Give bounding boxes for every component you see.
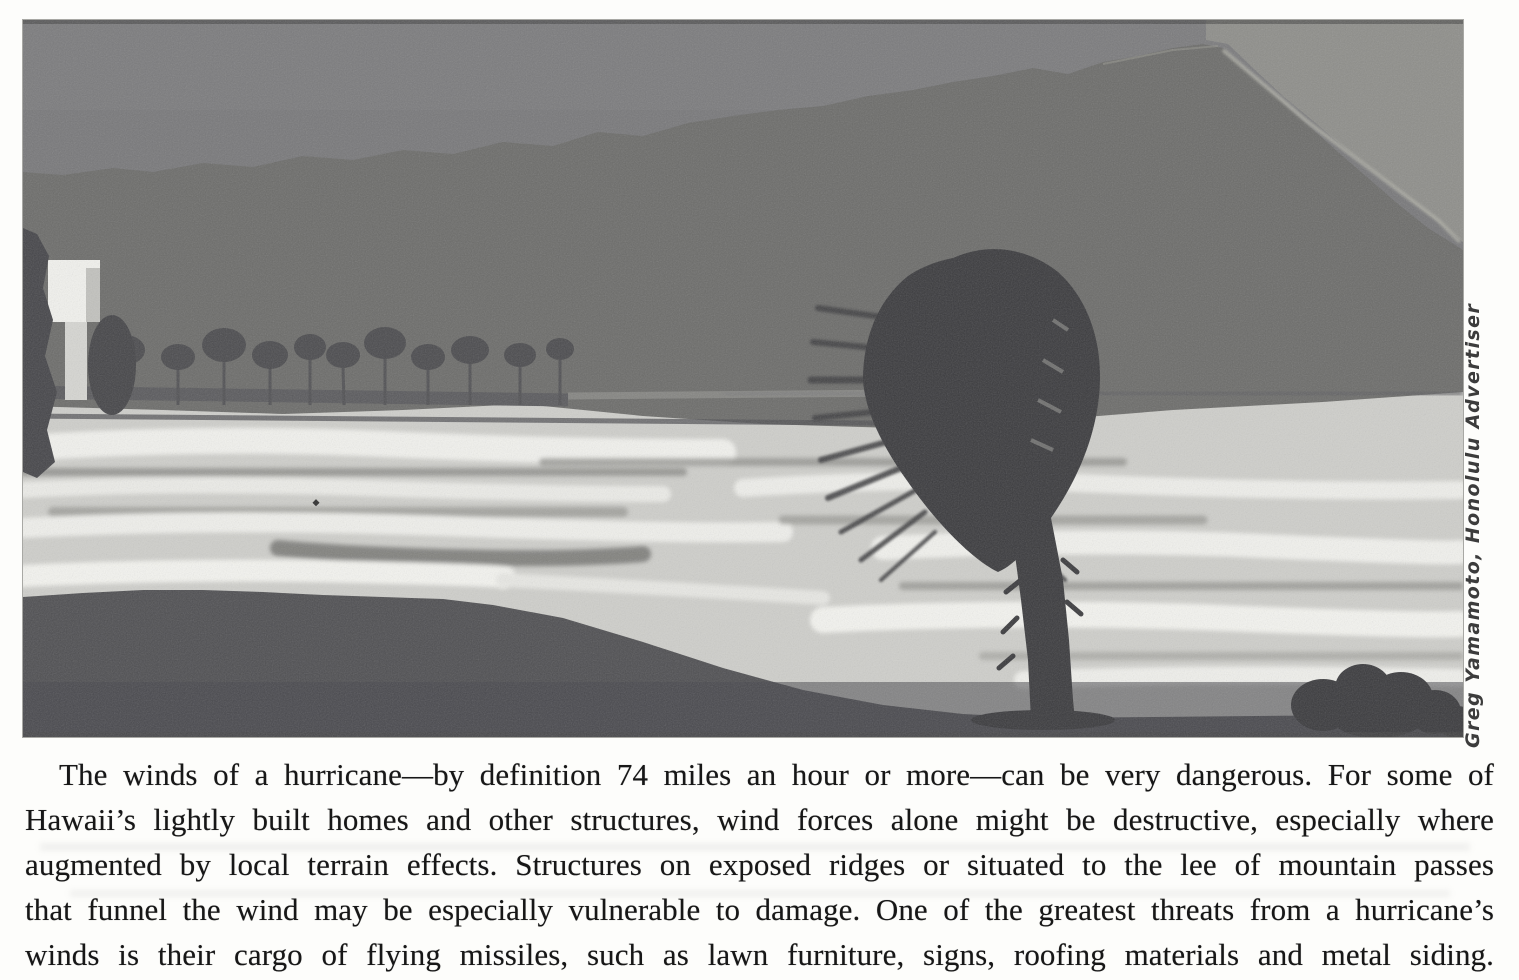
photo-credit: Greg Yamamoto, Honolulu Advertiser (1462, 302, 1484, 748)
caption-line: augmented by local terrain effects. Structures on exposed ridges or situated to the lee of mountain passes (25, 847, 1494, 882)
caption-paragraph (25, 752, 1494, 977)
hurricane-photo (23, 20, 1463, 737)
hurricane-photo-illustration (23, 20, 1463, 737)
caption-line: The winds of a hurricane—by definition 74 miles an hour or more—can be very dangerous. For some of (59, 757, 1494, 792)
halftone-grain (23, 20, 1463, 737)
caption-line: winds is their cargo of flying missiles, such as lawn furniture, signs, roofing materials and metal siding. (25, 937, 1494, 972)
caption-line: Hawaii’s lightly built homes and other structures, wind forces alone might be destructive, especially where (25, 802, 1494, 837)
caption-line: that funnel the wind may be especially vulnerable to damage. One of the greatest threats from a hurricane’s (25, 892, 1494, 927)
